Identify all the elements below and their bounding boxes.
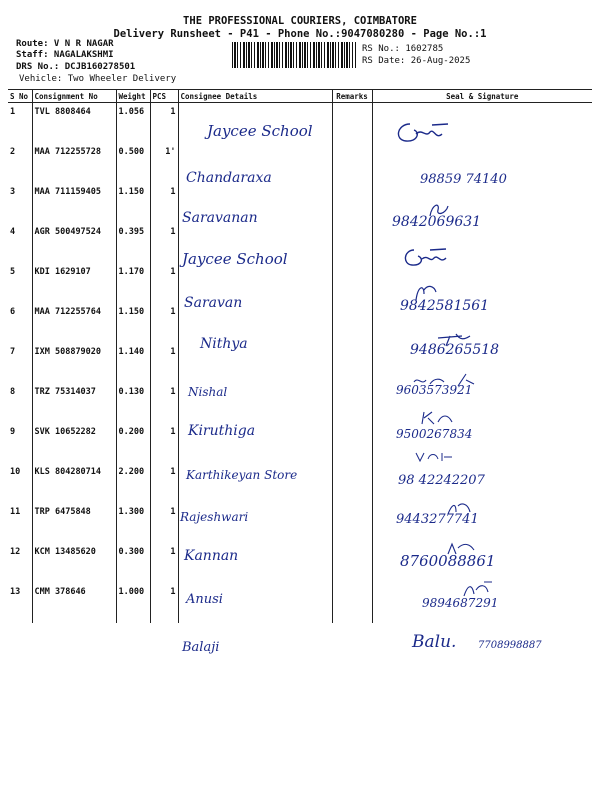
row-pcs: 1	[150, 103, 178, 144]
col-weight: Weight	[116, 90, 150, 103]
table-row	[8, 543, 592, 583]
row-consignment-no: KDI 1629107	[32, 263, 116, 303]
row-remarks	[332, 143, 372, 183]
row-remarks	[332, 423, 372, 463]
handwritten-consignee-name: Saravanan	[182, 210, 258, 226]
runsheet-title: Delivery Runsheet - P41 - Phone No.:9047080280 - Page No.:1	[113, 28, 487, 40]
col-pcs: PCS	[150, 90, 178, 103]
row-weight: 1.150	[116, 183, 150, 223]
col-sno: S No	[8, 90, 32, 103]
row-remarks	[332, 183, 372, 223]
row-pcs: 1	[150, 383, 178, 423]
row-consignment-no: TRP 6475848	[32, 503, 116, 543]
runsheet-table	[8, 89, 592, 623]
row-pcs: 1'	[150, 143, 178, 183]
row-sno: 1	[8, 103, 32, 144]
handwritten-consignee-name: Chandaraxa	[186, 170, 272, 186]
row-sno: 6	[8, 303, 32, 343]
row-consignment-no: MAA 711159405	[32, 183, 116, 223]
row-sno: 8	[8, 383, 32, 423]
table-row	[8, 463, 592, 503]
col-remarks: Remarks	[332, 90, 372, 103]
row-consignment-no: SVK 10652282	[32, 423, 116, 463]
company-title: THE PROFESSIONAL COURIERS, COIMBATORE	[183, 15, 417, 27]
handwritten-consignee-name: Nishal	[188, 385, 228, 399]
handwritten-phone-number: 8760088861	[400, 552, 496, 570]
row-weight: 1.140	[116, 343, 150, 383]
handwritten-phone-number: 9842069631	[392, 214, 482, 230]
row-consignment-no: KCM 13485620	[32, 543, 116, 583]
col-consignment: Consignment No	[32, 90, 116, 103]
barcode	[232, 42, 356, 68]
table-row	[8, 223, 592, 263]
row-sno: 13	[8, 583, 32, 623]
row-weight: 0.200	[116, 423, 150, 463]
row-weight: 0.395	[116, 223, 150, 263]
handwritten-consignee-name: Karthikeyan Store	[186, 468, 298, 482]
row-sno: 4	[8, 223, 32, 263]
row-pcs: 1	[150, 263, 178, 303]
rs-date: RS Date: 26-Aug-2025	[362, 56, 471, 66]
handwritten-phone-number: 9894687291	[422, 596, 499, 610]
row-pcs: 1	[150, 503, 178, 543]
col-seal-signature: Seal & Signature	[372, 90, 592, 103]
row-remarks	[332, 463, 372, 503]
route-label: Route: V N R NAGAR	[16, 39, 114, 49]
handwritten-phone-number: 7708998887	[478, 640, 542, 651]
row-pcs: 1	[150, 423, 178, 463]
row-weight: 0.500	[116, 143, 150, 183]
row-pcs: 1	[150, 463, 178, 503]
row-sno: 10	[8, 463, 32, 503]
row-remarks	[332, 503, 372, 543]
handwritten-phone-number: 9500267834	[396, 427, 473, 441]
table-row	[8, 263, 592, 303]
handwritten-consignee-name: Kiruthiga	[188, 423, 256, 439]
drs-label: DRS No.: DCJB160278501	[16, 62, 136, 72]
row-remarks	[332, 383, 372, 423]
row-consignment-no: CMM 378646	[32, 583, 116, 623]
row-consignment-no: TRZ 75314037	[32, 383, 116, 423]
signature-row-13: Balu.	[412, 632, 457, 652]
vehicle-label: Vehicle: Two Wheeler Delivery	[19, 74, 177, 84]
table-row	[8, 183, 592, 223]
row-pcs: 1	[150, 223, 178, 263]
handwritten-consignee-name: Kannan	[184, 548, 239, 564]
row-remarks	[332, 303, 372, 343]
signature-scribble-4	[400, 246, 450, 270]
row-pcs: 1	[150, 543, 178, 583]
row-consignment-no: MAA 712255728	[32, 143, 116, 183]
row-remarks	[332, 343, 372, 383]
row-weight: 1.170	[116, 263, 150, 303]
handwritten-phone-number: 9842581561	[400, 298, 490, 314]
row-consignment-no: KLS 804280714	[32, 463, 116, 503]
row-consignment-no: AGR 500497524	[32, 223, 116, 263]
handwritten-phone-number: 98859 74140	[420, 172, 507, 187]
handwritten-consignee-name: Balaji	[182, 640, 220, 655]
handwritten-consignee-name: Anusi	[186, 592, 223, 607]
handwritten-phone-number: 98 42242207	[398, 473, 485, 488]
signature-scribble-3	[426, 200, 452, 218]
handwritten-consignee-name: Saravan	[184, 295, 243, 311]
row-pcs: 1	[150, 583, 178, 623]
signature-scribble-7	[410, 372, 480, 390]
table-row	[8, 303, 592, 343]
table-header	[8, 90, 592, 103]
row-weight: 1.150	[116, 303, 150, 343]
handwritten-phone-number: 9603573921	[396, 383, 473, 397]
signature-scribble-6	[434, 330, 474, 348]
table-row	[8, 343, 592, 383]
row-remarks	[332, 223, 372, 263]
row-sno: 5	[8, 263, 32, 303]
handwritten-phone-number: 9443277741	[396, 512, 479, 527]
row-sno: 7	[8, 343, 32, 383]
signature-scribble-5	[412, 282, 440, 302]
row-consignment-no: TVL 8808464	[32, 103, 116, 144]
signature-scribble-10	[444, 500, 474, 516]
signature-scribble-1	[392, 120, 452, 146]
table-row	[8, 383, 592, 423]
row-weight: 1.000	[116, 583, 150, 623]
row-weight: 0.300	[116, 543, 150, 583]
row-sno: 2	[8, 143, 32, 183]
handwritten-consignee-name: Nithya	[200, 336, 248, 352]
row-consignment-no: MAA 712255764	[32, 303, 116, 343]
row-remarks	[332, 583, 372, 623]
row-sno: 12	[8, 543, 32, 583]
handwritten-consignee-name: Jaycee School	[207, 122, 313, 140]
row-weight: 1.300	[116, 503, 150, 543]
row-sno: 9	[8, 423, 32, 463]
row-weight: 0.130	[116, 383, 150, 423]
signature-scribble-12	[460, 580, 496, 598]
handwritten-consignee-name: Rajeshwari	[180, 510, 249, 524]
row-weight: 1.056	[116, 103, 150, 144]
handwritten-consignee-name: Jaycee School	[182, 250, 288, 268]
signature-scribble-11	[444, 540, 480, 556]
staff-label: Staff: NAGALAKSHMI	[16, 50, 114, 60]
row-remarks	[332, 103, 372, 144]
col-consignee: Consignee Details	[178, 90, 332, 103]
row-remarks	[332, 263, 372, 303]
signature-scribble-9	[414, 449, 454, 463]
row-pcs: 1	[150, 343, 178, 383]
table-row	[8, 583, 592, 623]
table-row	[8, 503, 592, 543]
signature-scribble-8	[418, 410, 458, 426]
handwritten-phone-number: 9486265518	[410, 342, 500, 358]
table-row	[8, 423, 592, 463]
row-pcs: 1	[150, 183, 178, 223]
row-consignment-no: IXM 508879020	[32, 343, 116, 383]
row-weight: 2.200	[116, 463, 150, 503]
rs-number: RS No.: 1602785	[362, 44, 444, 54]
row-remarks	[332, 543, 372, 583]
row-sno: 11	[8, 503, 32, 543]
row-pcs: 1	[150, 303, 178, 343]
row-sno: 3	[8, 183, 32, 223]
